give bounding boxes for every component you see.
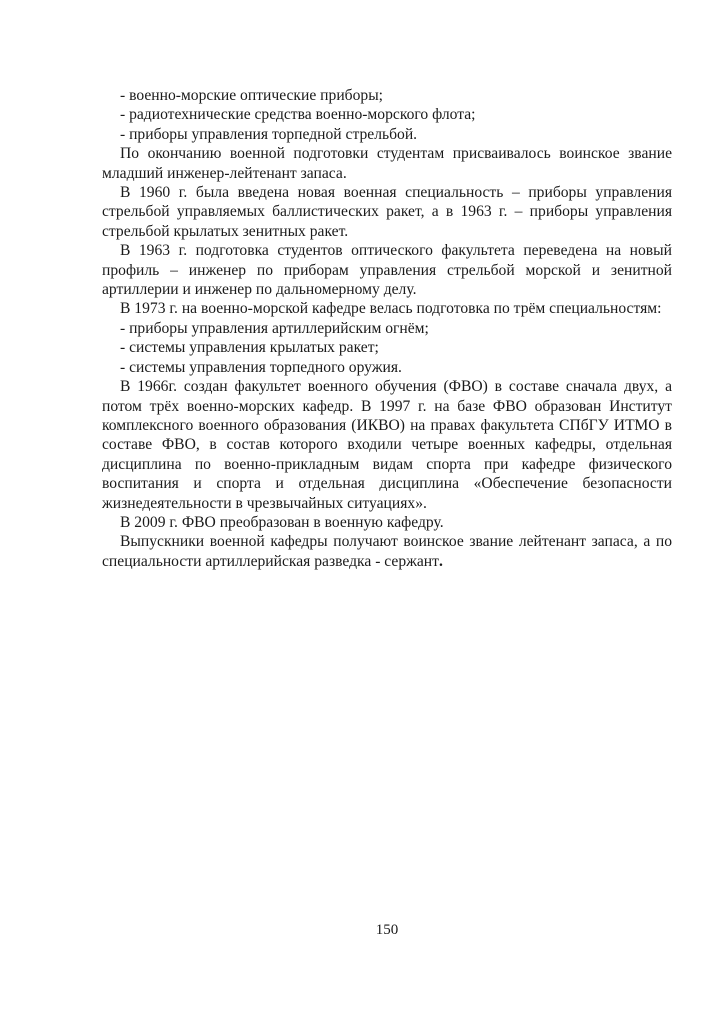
paragraph-graduates-text: Выпускники военной кафедры получают воинское звание лейтенант запаса, а по специальности артиллерийская разведка - сержант (102, 533, 672, 570)
paragraph-training-end: По окончанию военной подготовки студентам присваивалось воинское звание младший инженер-лейтенант запаса. (102, 145, 672, 182)
paragraph-1966: В 1966г. создан факультет военного обучения (ФВО) в составе сначала двух, а потом трёх военно-морских кафедр. В 1997 г. на базе ФВО образован Институт комплексного военного образования (ИКВО) на правах факультета СПбГУ ИТМО в составе ФВО, в состав которого входили четыре военных кафедры, отдельная дисциплина по военно-прикладным видам спорта при кафедре физического воспитания и спорта и отдельная дисциплина «Обеспечение безопасности жизнедеятельности в чрезвычайных ситуациях». (102, 378, 672, 512)
paragraph-2009: В 2009 г. ФВО преобразован в военную кафедру. (120, 513, 444, 531)
list-item: - приборы управления артиллерийским огнём; (120, 319, 429, 337)
paragraph-1973: В 1973 г. на военно-морской кафедре велась подготовка по трём специальностям: (120, 300, 662, 318)
list-item: - системы управления крылатых ракет; (120, 339, 379, 357)
paragraph-graduates-period: . (438, 552, 443, 570)
page-body (102, 86, 672, 571)
list-item: - военно-морские оптические приборы; (120, 87, 384, 104)
list-item: - системы управления торпедного оружия. (120, 358, 402, 376)
list-item: - приборы управления торпедной стрельбой. (120, 125, 418, 143)
paragraph-graduates (102, 532, 672, 571)
paragraph-1963: В 1963 г. подготовка студентов оптического факультета переведена на новый профиль – инженер по приборам управления стрельбой морской и зенитной артиллерии и инженер по дальномерному делу. (102, 242, 672, 299)
list-item: - радиотехнические средства военно-морского флота; (120, 106, 476, 124)
paragraph-1960: В 1960 г. была введена новая военная специальность – приборы управления стрельбой управляемых баллистических ракет, а в 1963 г. – приборы управления стрельбой крылатых зенитных ракет. (102, 184, 672, 240)
page-number: 150 (375, 922, 399, 938)
